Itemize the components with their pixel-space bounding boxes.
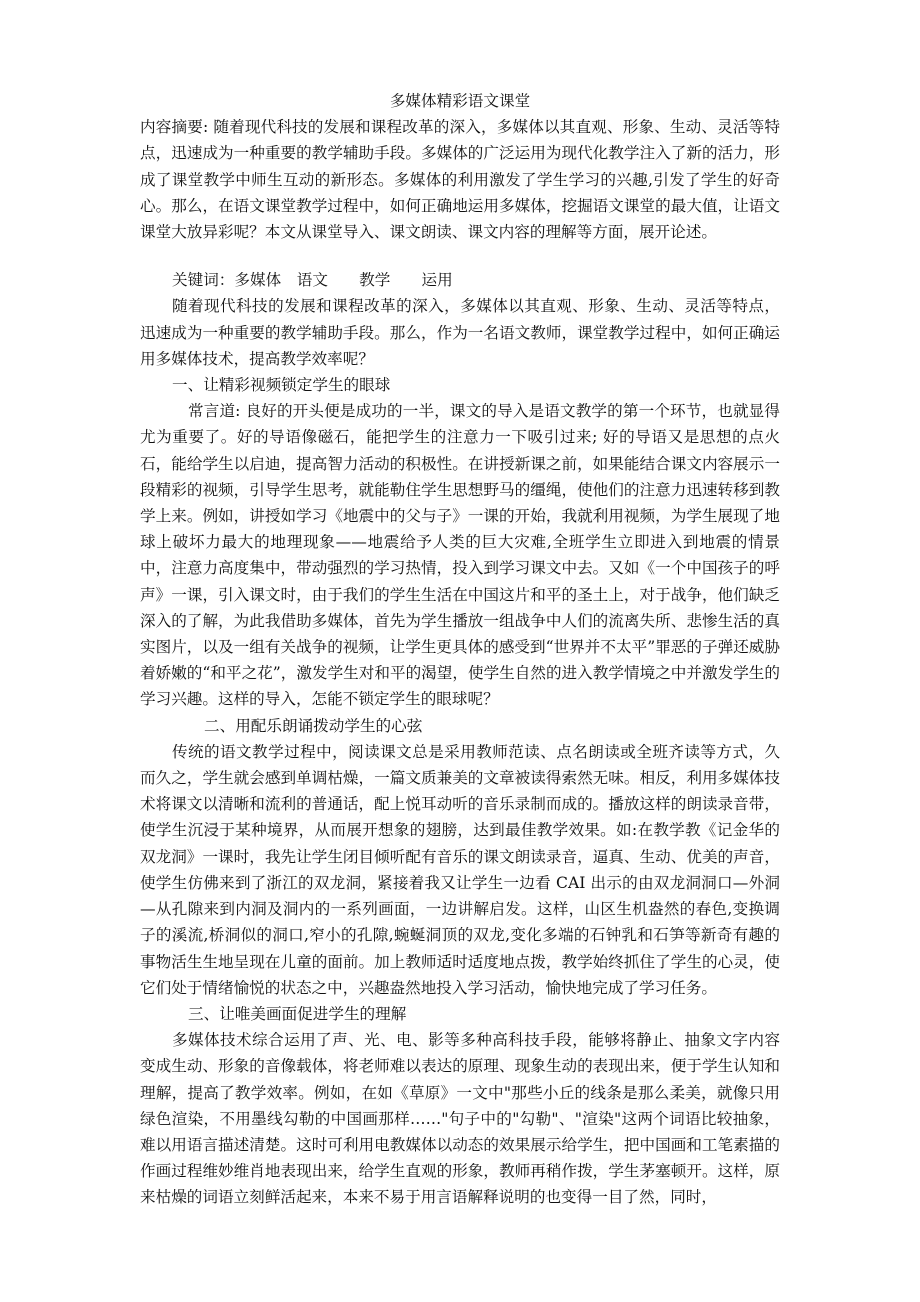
section-3-heading: 三、让唯美画面促进学生的理解: [188, 1004, 407, 1023]
abstract-paragraph: 内容摘要: 随着现代科技的发展和课程改革的深入，多媒体以其直观、形象、生动、灵活等特点，迅速成为一种重要的教学辅助手段。多媒体的广泛运用为现代化教学注入了新的活力，形成了课堂教学中师生互动的新形态。多媒体的利用激发了学生学习的兴趣,引发了学生的好奇心。那么，在语文课堂教学过程中，如何正确地运用多媒体，挖掘语文课堂的最大值，让语文课堂大放异彩呢？本文从课堂导入、课文朗读、课文内容的理解等方面，展开论述。: [140, 118, 780, 242]
section-1-paragraph: 常言道: 良好的开头便是成功的一半，课文的导入是语文教学的第一个环节，也就显得尤为重要了。好的导语像磁石，能把学生的注意力一下吸引过来; 好的导语又是思想的点火石，能给学生以启迪，提高智力活动的积极性。在讲授新课之前，如果能结合课文内容展示一段精彩的视频，引导学生思考，就能勒住学生思想野马的缰绳，使他们的注意力迅速转移到教学上来。例如，讲授如学习《地震中的父与子》一课的开始，我就利用视频，为学生展现了地球上破坏力最大的地理现象——地震给予人类的巨大灾难,全班学生立即进入到地震的情景中，注意力高度集中，带动强烈的学习热情，投入到学习课文中去。又如《一个中国孩子的呼声》一课，引入课文时，由于我们的学生生活在中国这片和平的圣土上，对于战争，他们缺乏深入的了解，为此我借助多媒体，首先为学生播放一组战争中人们的流离失所、悲惨生活的真实图片，以及一组有关战争的视频，让学生更具体的感受到“世界并不太平”罪恶的子弹还威胁着娇嫩的“和平之花”，激发学生对和平的渴望，使学生自然的进入教学情境之中并激发学生的学习兴趣。这样的导入，怎能不锁定学生的眼球呢？: [140, 402, 780, 709]
section-2-paragraph: 传统的语文教学过程中，阅读课文总是采用教师范读、点名朗读或全班齐读等方式，久而久之，学生就会感到单调枯燥，一篇文质兼美的文章被读得索然无味。相反，利用多媒体技术将课文以清晰和流利的普通话，配上悦耳动听的音乐录制而成的。播放这样的朗读录音带，使学生沉浸于某种境界，从而展开想象的翅膀，达到最佳教学效果。如:在教学教《记金华的双龙洞》一课时，我先让学生闭目倾听配有音乐的课文朗读录音，逼真、生动、优美的声音，使学生仿佛来到了浙江的双龙洞，紧接着我又让学生一边看 CAI 出示的由双龙洞洞口—外洞—从孔隙来到内洞及洞内的一系列画面，一边讲解启发。这样，山区生机盎然的春色,变换调子的溪流,桥洞似的洞口,窄小的孔隙,蜿蜒洞顶的双龙,变化多端的石钟乳和石笋等新奇有趣的事物活生生地呈现在儿童的面前。加上教师适时适度地点拨，教学始终抓住了学生的心灵，使它们处于情绪愉悦的状态之中，兴趣盎然地投入学习活动，愉快地完成了学习任务。: [140, 742, 780, 997]
keywords-line: 关键词：多媒体 语文 教学 运用: [172, 271, 453, 290]
intro-paragraph: 随着现代科技的发展和课程改革的深入，多媒体以其直观、形象、生动、灵活等特点，迅速成为一种重要的教学辅助手段。那么，作为一名语文教师，课堂教学过程中，如何正确运用多媒体技术，提高教学效率呢？: [140, 297, 780, 368]
section-2-heading: 二、用配乐朗诵拨动学生的心弦: [204, 716, 423, 735]
section-3-paragraph: 多媒体技术综合运用了声、光、电、影等多种高科技手段，能够将静止、抽象文字内容变成生动、形象的音像载体，将老师难以表达的原理、现象生动的表现出来，便于学生认知和理解，提高了教学效率。例如，在如《草原》一文中"那些小丘的线条是那么柔美，就像只用绿色渲染，不用墨线勾勒的中国画那样……"句子中的"勾勒"、"渲染"这两个词语比较抽象，难以用语言描述清楚。这时可利用电教媒体以动态的效果展示给学生，把中国画和工笔素描的作画过程维妙维肖地表现出来，给学生直观的形象，教师再稍作拨，学生茅塞顿开。这样，原来枯燥的词语立刻鲜活起来，本来不易于用言语解释说明的也变得一目了然，同时，: [140, 1031, 780, 1207]
document-title: 多媒体精彩语文课堂: [389, 92, 531, 110]
blank-line: [140, 245, 780, 267]
section-1-heading: 一、让精彩视频锁定学生的眼球: [172, 376, 391, 395]
